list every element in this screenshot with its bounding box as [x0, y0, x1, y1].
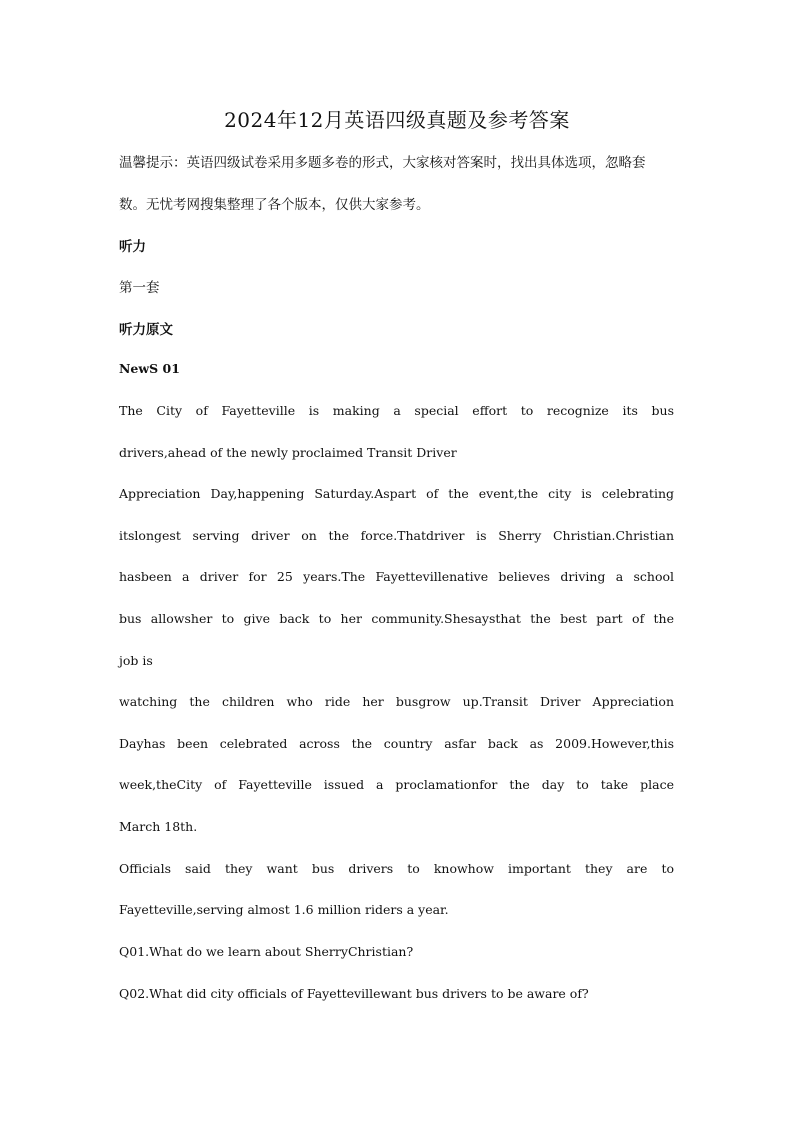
transcript-line: week,theCity of Fayetteville issued a proclamationfor the day to take place — [119, 777, 674, 792]
news-label: NewS 01 — [119, 361, 180, 376]
transcript-line: watching the children who ride her busgrow up.Transit Driver Appreciation — [119, 694, 674, 709]
document-title: 2024年12月英语四级真题及参考答案 — [224, 108, 570, 132]
section-heading-listening: 听力 — [119, 239, 146, 255]
transcript-line: itslongest serving driver on the force.Thatdriver is Sherry Christian.Christian — [119, 528, 674, 543]
notice-line-2: 数。无忧考网搜集整理了各个版本，仅供大家参考。 — [119, 197, 430, 213]
section-heading-transcript: 听力原文 — [119, 322, 173, 338]
transcript-line: Appreciation Day,happening Saturday.Aspart of the event,the city is celebrating — [119, 486, 674, 501]
notice-line-1: 温馨提示：英语四级试卷采用多题多卷的形式，大家核对答案时，找出具体选项，忽略套 — [119, 155, 646, 171]
transcript-line: bus allowsher to give back to her community.Shesaysthat the best part of the — [119, 611, 674, 626]
question-line: Q01.What do we learn about SherryChristian? — [119, 944, 414, 959]
set-label: 第一套 — [119, 280, 160, 296]
transcript-line: job is — [119, 653, 153, 668]
transcript-line: The City of Fayetteville is making a special effort to recognize its bus — [119, 403, 674, 418]
question-line: Q02.What did city officials of Fayettevillewant bus drivers to be aware of? — [119, 986, 589, 1001]
transcript-line: Fayetteville,serving almost 1.6 million riders a year. — [119, 902, 449, 917]
transcript-line: hasbeen a driver for 25 years.The Fayettevillenative believes driving a school — [119, 569, 674, 584]
transcript-line: March 18th. — [119, 819, 198, 834]
transcript-line: drivers,ahead of the newly proclaimed Transit Driver — [119, 445, 457, 460]
transcript-line: Dayhas been celebrated across the country asfar back as 2009.However,this — [119, 736, 674, 751]
transcript-line: Officials said they want bus drivers to knowhow important they are to — [119, 861, 674, 876]
